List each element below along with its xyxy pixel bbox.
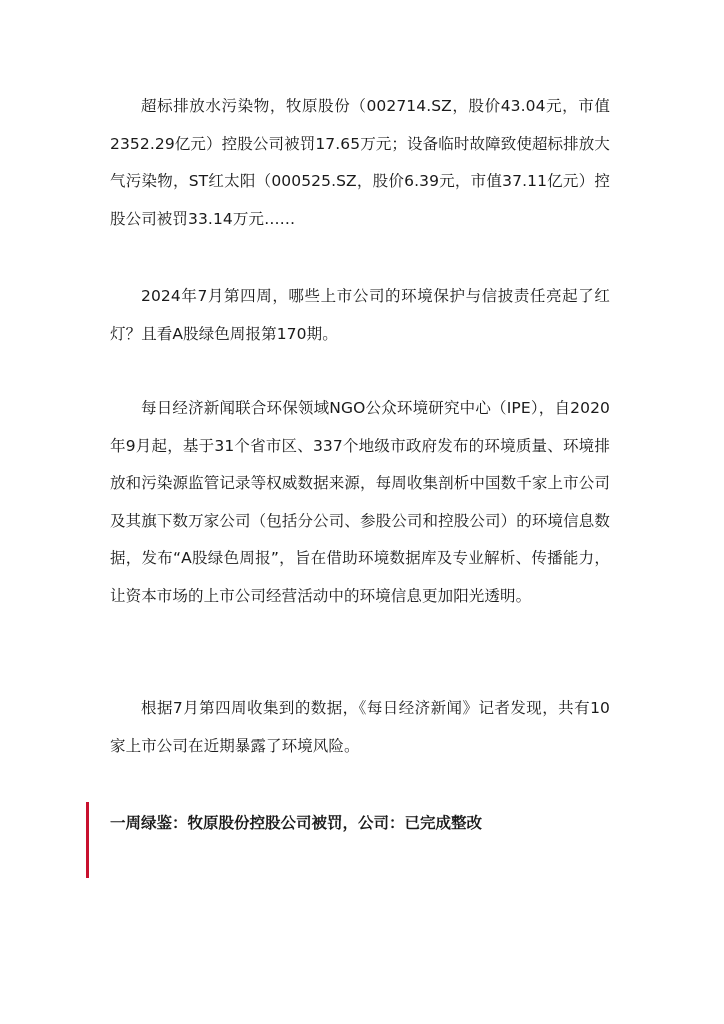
- article-paragraph-penalties: 超标排放水污染物，牧原股份（002714.SZ，股价43.04元，市值2352.29亿元）控股公司被罚17.65万元；设备临时故障致使超标排放大气污染物，ST红太阳（000525.SZ，股价6.39元，市值37.11亿元）控股公司被罚33.14万元……: [110, 97, 610, 228]
- section-heading: 一周绿鉴：牧原股份控股公司被罚，公司：已完成整改: [110, 814, 483, 832]
- section-accent-bar: [86, 802, 89, 878]
- article-paragraph-findings: 根据7月第四周收集到的数据，《每日经济新闻》记者发现，共有10家上市公司在近期暴露了环境风险。: [110, 699, 610, 755]
- article-paragraph-background: 每日经济新闻联合环保领域NGO公众环境研究中心（IPE），自2020年9月起，基于31个省市区、337个地级市政府发布的环境质量、环境排放和污染源监管记录等权威数据来源，每周收集剖析中国数千家上市公司及其旗下数万家公司（包括分公司、参股公司和控股公司）的环境信息数据，发布“A股绿色周报”，旨在借助环境数据库及专业解析、传播能力，让资本市场的上市公司经营活动中的环境信息更加阳光透明。: [110, 399, 610, 605]
- article-paragraph-weekly-intro: 2024年7月第四周，哪些上市公司的环境保护与信披责任亮起了红灯？且看A股绿色周报第170期。: [110, 287, 610, 343]
